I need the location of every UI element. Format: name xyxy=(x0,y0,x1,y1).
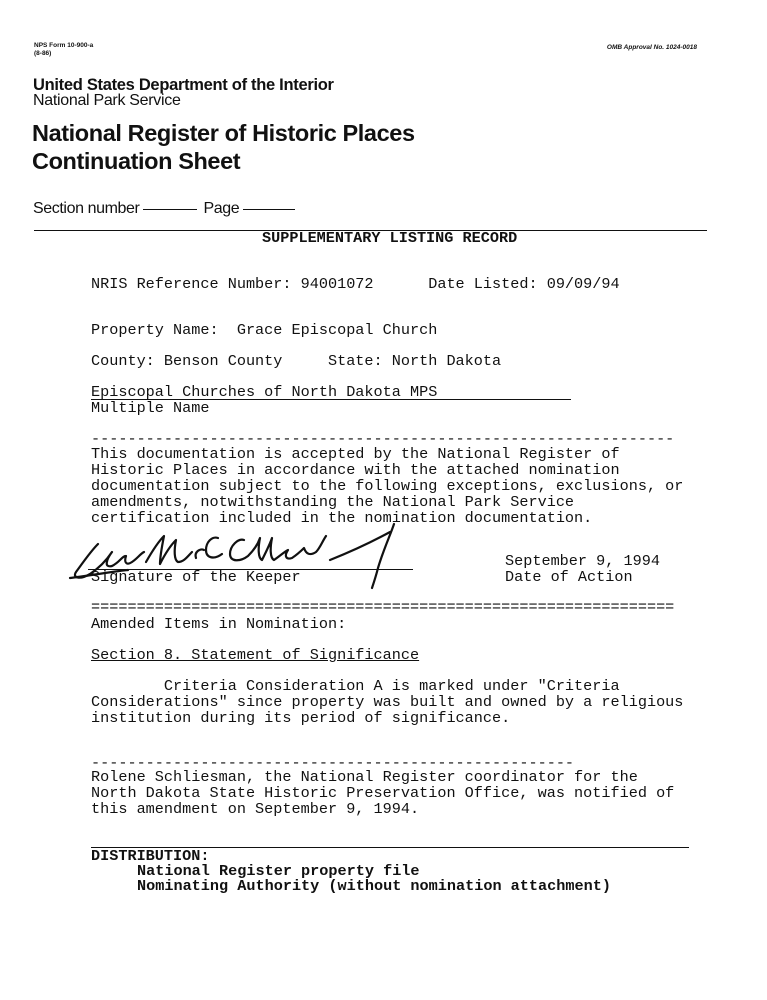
property-name-line: Property Name: Grace Episcopal Church xyxy=(91,321,438,339)
agency-name: National Park Service xyxy=(33,92,181,109)
significance-paragraph xyxy=(91,678,683,726)
amended-items-label: Amended Items in Nomination: xyxy=(91,615,347,633)
multiple-name-value: Episcopal Churches of North Dakota MPS xyxy=(91,383,438,401)
signature-label: Signature of the Keeper xyxy=(91,568,301,586)
section-heading: Section 8. Statement of Significance xyxy=(91,646,420,664)
page-label: Page xyxy=(203,200,240,217)
acceptance-line: This documentation is accepted by the National Register of xyxy=(91,445,620,463)
acceptance-line: documentation subject to the following exceptions, exclusions, or xyxy=(91,477,684,495)
action-date: September 9, 1994 xyxy=(505,552,660,570)
action-date-label: Date of Action xyxy=(505,568,633,586)
significance-line: institution during its period of significance. xyxy=(91,709,511,727)
distribution-item: National Register property file xyxy=(137,862,420,880)
double-separator: ================================================================ xyxy=(91,598,675,616)
nris-line: NRIS Reference Number: 94001072 Date Listed: 09/09/94 xyxy=(91,275,620,293)
form-date-text: (8-86) xyxy=(34,50,52,57)
notification-line: North Dakota State Historic Preservation Office, was notified of xyxy=(91,784,675,802)
section-page-row xyxy=(33,200,301,218)
notification-line: Rolene Schliesman, the National Register coordinator for the xyxy=(91,768,638,786)
department-name: United States Department of the Interior xyxy=(33,76,334,94)
acceptance-line: Historic Places in accordance with the attached nomination xyxy=(91,461,620,479)
form-number xyxy=(34,42,93,58)
notification-paragraph xyxy=(91,769,674,817)
notification-line: this amendment on September 9, 1994. xyxy=(91,800,420,818)
acceptance-paragraph xyxy=(91,446,683,526)
significance-line: Considerations" since property was built and owned by a religious xyxy=(91,693,684,711)
page-number-blank xyxy=(243,208,295,210)
county-state-line: County: Benson County State: North Dakota xyxy=(91,352,502,370)
separator-dashes-short: ----------------------------------------------------- xyxy=(91,754,575,772)
significance-line: Criteria Consideration A is marked under "Criteria xyxy=(91,677,620,695)
multiple-name-label: Multiple Name xyxy=(91,399,210,417)
distribution-item: Nominating Authority (without nomination attachment) xyxy=(137,877,611,895)
distribution-label: DISTRIBUTION: xyxy=(91,847,210,865)
form-number-text: NPS Form 10-900-a xyxy=(34,42,94,49)
record-heading: SUPPLEMENTARY LISTING RECORD xyxy=(262,229,518,247)
section-number-label: Section number xyxy=(33,200,140,217)
page-subtitle: Continuation Sheet xyxy=(32,148,241,174)
page-title: National Register of Historic Places xyxy=(32,120,415,146)
section-number-blank xyxy=(143,208,197,210)
acceptance-line: certification included in the nomination documentation. xyxy=(91,509,593,527)
omb-approval: OMB Approval No. 1024-0018 xyxy=(606,44,697,51)
acceptance-line: amendments, notwithstanding the National Park Service xyxy=(91,493,575,511)
separator-dashes: ---------------------------------------------------------------- xyxy=(91,430,675,448)
